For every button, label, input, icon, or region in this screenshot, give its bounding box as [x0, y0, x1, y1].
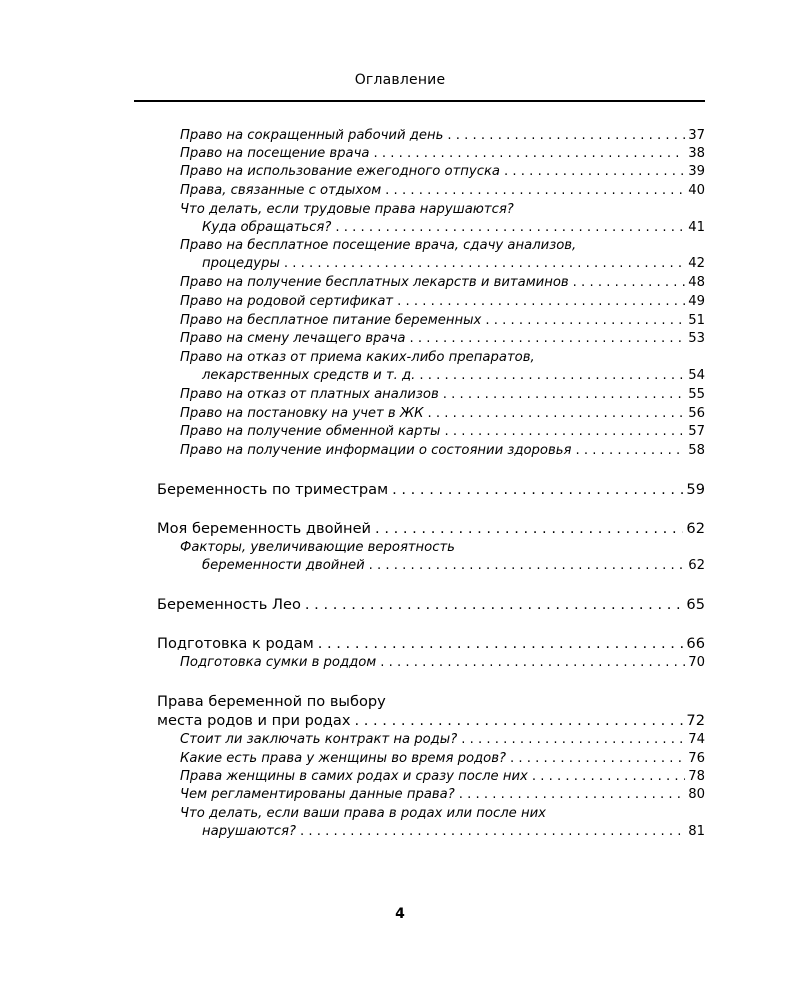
- toc-entry[interactable]: [180, 805, 705, 841]
- toc-chapter[interactable]: [157, 595, 705, 614]
- leader-dots: [459, 786, 685, 804]
- leader-dots: [284, 255, 685, 273]
- toc-entry-title: Право на родовой сертификат: [180, 294, 394, 309]
- toc-chapter[interactable]: [157, 519, 705, 538]
- leader-dots: [461, 731, 685, 749]
- toc-entry-page: 38: [688, 146, 705, 161]
- toc-entry-page: 74: [688, 732, 705, 747]
- toc-entry-title: процедуры: [202, 256, 280, 271]
- toc-entry-page: 37: [688, 128, 705, 143]
- leader-dots: [419, 367, 685, 385]
- toc-entry-title-first-line: Право на отказ от приема каких-либо препаратов,: [180, 350, 535, 365]
- toc-entry[interactable]: [180, 330, 705, 348]
- toc-entry[interactable]: [180, 349, 705, 385]
- toc-entry[interactable]: [180, 539, 705, 575]
- toc-entry-page: 58: [688, 443, 705, 458]
- leader-dots: [575, 442, 685, 460]
- toc-chapter[interactable]: [157, 480, 705, 499]
- toc-entry-page: 62: [688, 558, 705, 573]
- toc-chapter[interactable]: [157, 634, 705, 653]
- toc-entry[interactable]: [180, 405, 705, 423]
- toc-entry[interactable]: [180, 386, 705, 404]
- toc-entry-page: 55: [688, 387, 705, 402]
- toc-entry[interactable]: [180, 654, 705, 672]
- leader-dots: [318, 634, 684, 653]
- toc-entry[interactable]: [180, 237, 705, 273]
- leader-dots: [335, 219, 685, 237]
- toc-entry-title: Чем регламентированы данные права?: [180, 787, 455, 802]
- toc-entry[interactable]: [180, 442, 705, 460]
- toc-entry-page: 40: [688, 183, 705, 198]
- toc-entry[interactable]: [180, 293, 705, 311]
- toc-entry-page: 53: [688, 331, 705, 346]
- toc-entry-title: Право на получение обменной карты: [180, 424, 441, 439]
- toc-entry[interactable]: [180, 145, 705, 163]
- toc-entry-page: 56: [688, 406, 705, 421]
- leader-dots: [354, 711, 683, 730]
- toc-entry[interactable]: [180, 182, 705, 200]
- toc-entry[interactable]: [180, 274, 705, 292]
- leader-dots: [397, 293, 685, 311]
- toc-chapter-title: Беременность Лео: [157, 596, 301, 613]
- toc-entry-title: Право на сокращенный рабочий день: [180, 128, 444, 143]
- toc-entry[interactable]: [180, 768, 705, 786]
- leader-dots: [369, 557, 686, 575]
- toc-chapter-title: Моя беременность двойней: [157, 520, 372, 537]
- toc-chapter-title: Беременность по триместрам: [157, 481, 389, 498]
- toc-entry-page: 42: [688, 256, 705, 271]
- leader-dots: [375, 519, 683, 538]
- leader-dots: [305, 595, 684, 614]
- page-number: 4: [395, 906, 405, 922]
- toc-entry-title-first-line: Что делать, если ваши права в родах или после них: [180, 806, 546, 821]
- leader-dots: [510, 750, 685, 768]
- toc-entry-title: Права, связанные с отдыхом: [180, 183, 382, 198]
- toc-chapter-page: 65: [686, 596, 705, 613]
- toc-entry-title: Право на постановку на учет в ЖК: [180, 406, 424, 421]
- leader-dots: [427, 405, 685, 423]
- toc-entry-title: Какие есть права у женщины во время родов?: [180, 751, 507, 766]
- toc-chapter-page: 66: [686, 635, 705, 652]
- toc-entry-title: Право на получение информации о состоянии здоровья: [180, 443, 572, 458]
- toc-entry-page: 80: [688, 787, 705, 802]
- toc-entry-page: 54: [688, 368, 705, 383]
- leader-dots: [573, 274, 686, 292]
- toc-entry-title-first-line: Факторы, увеличивающие вероятность: [180, 540, 455, 555]
- leader-dots: [409, 330, 685, 348]
- toc-entry[interactable]: [180, 731, 705, 749]
- leader-dots: [485, 312, 685, 330]
- toc-entry[interactable]: [180, 163, 705, 181]
- leader-dots: [447, 127, 685, 145]
- toc-entry-page: 81: [688, 824, 705, 839]
- toc-entry[interactable]: [180, 312, 705, 330]
- leader-dots: [532, 768, 685, 786]
- leader-dots: [444, 423, 685, 441]
- toc-entry-page: 57: [688, 424, 705, 439]
- leader-dots: [380, 654, 685, 672]
- toc-entry-title: нарушаются?: [202, 824, 296, 839]
- toc-entry-title: Право на смену лечащего врача: [180, 331, 406, 346]
- leader-dots: [504, 163, 685, 181]
- toc-entry-page: 78: [688, 769, 705, 784]
- toc-entry-page: 51: [688, 313, 705, 328]
- toc-chapter-page: 62: [686, 520, 705, 537]
- toc-entry-title: Подготовка сумки в роддом: [180, 655, 377, 670]
- running-header: Оглавление: [354, 72, 446, 88]
- toc-entry-title: лекарственных средств и т. д.: [202, 368, 416, 383]
- leader-dots: [443, 386, 685, 404]
- toc-entry-title: Право на посещение врача: [180, 146, 370, 161]
- toc-entry-page: 76: [688, 751, 705, 766]
- toc-chapter-page: 59: [686, 481, 705, 498]
- toc-entry-title: Право на отказ от платных анализов: [180, 387, 439, 402]
- toc-entry-title: беременности двойней: [202, 558, 365, 573]
- leader-dots: [392, 480, 683, 499]
- leader-dots: [385, 182, 685, 200]
- toc-entry-page: 39: [688, 164, 705, 179]
- toc-entry-page: 49: [688, 294, 705, 309]
- toc-entry-title: Право на использование ежегодного отпуска: [180, 164, 501, 179]
- toc-entry-title: Стоит ли заключать контракт на роды?: [180, 732, 458, 747]
- toc-entry-title: Право на бесплатное питание беременных: [180, 313, 482, 328]
- toc-entry-title: Куда обращаться?: [202, 220, 332, 235]
- leader-dots: [300, 823, 685, 841]
- toc-entry[interactable]: [180, 786, 705, 804]
- toc-entry-page: 48: [688, 275, 705, 290]
- toc-entry-page: 41: [688, 220, 705, 235]
- toc-entry-title: Права женщины в самих родах и сразу после них: [180, 769, 528, 784]
- toc-entry[interactable]: [180, 127, 705, 145]
- toc-entry[interactable]: [180, 423, 705, 441]
- toc-chapter-title-first-line: Права беременной по выбору: [157, 693, 386, 710]
- toc-chapter-page: 72: [686, 712, 705, 729]
- toc-entry-title-first-line: Что делать, если трудовые права нарушаются?: [180, 202, 514, 217]
- toc-entry-page: 70: [688, 655, 705, 670]
- toc-entry-title-first-line: Право на бесплатное посещение врача, сдачу анализов,: [180, 238, 577, 253]
- leader-dots: [373, 145, 685, 163]
- toc-entry-title: Право на получение бесплатных лекарств и витаминов: [180, 275, 569, 290]
- toc-entry[interactable]: [180, 201, 705, 237]
- toc-chapter-title: Подготовка к родам: [157, 635, 314, 652]
- toc-chapter-title: места родов и при родах: [157, 712, 351, 729]
- toc-entry[interactable]: [180, 750, 705, 768]
- toc-chapter[interactable]: [157, 692, 705, 730]
